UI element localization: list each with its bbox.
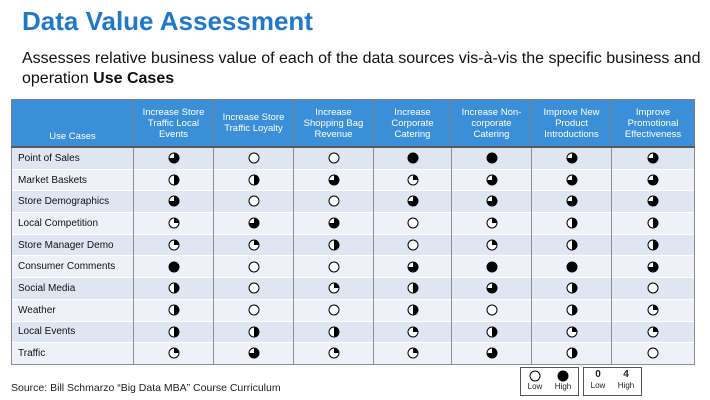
legend-low-label: Low (527, 382, 543, 391)
table-body (12, 147, 695, 364)
value-cell (374, 213, 452, 235)
half-circle-icon (168, 282, 180, 294)
table-row (12, 234, 695, 256)
full-circle-icon (566, 261, 578, 273)
value-cell (294, 343, 374, 365)
table-row (12, 278, 695, 300)
source-note: Source: Bill Schmarzo “Big Data MBA” Course Curriculum (11, 382, 281, 394)
value-cell (134, 278, 214, 300)
half-circle-icon (407, 282, 419, 294)
empty-circle-icon (328, 152, 340, 164)
value-cell (452, 147, 532, 169)
value-cell (214, 147, 294, 169)
value-cell (532, 256, 612, 278)
three-quarter-circle-icon (647, 174, 659, 186)
half-circle-icon (566, 217, 578, 229)
table-row (12, 147, 695, 169)
column-header: Improve New Product Introductions (532, 100, 612, 148)
quarter-circle-icon (407, 347, 419, 359)
table-row (12, 213, 695, 235)
quarter-circle-icon (647, 304, 659, 316)
table-row (12, 256, 695, 278)
quarter-circle-icon (248, 239, 260, 251)
value-cell (374, 256, 452, 278)
empty-circle-icon (328, 261, 340, 273)
quarter-circle-icon (566, 326, 578, 338)
legend-scale-low-label: Low (590, 381, 606, 390)
full-circle-icon (557, 370, 569, 382)
value-cell (294, 278, 374, 300)
three-quarter-circle-icon (248, 217, 260, 229)
half-circle-icon (328, 239, 340, 251)
value-cell (294, 299, 374, 321)
legend-scale-high-label: High (617, 381, 635, 390)
row-label: Store Manager Demo (12, 234, 134, 256)
empty-circle-icon (407, 217, 419, 229)
value-cell (532, 278, 612, 300)
row-label: Traffic (12, 343, 134, 365)
value-cell (612, 299, 695, 321)
value-cell (532, 169, 612, 191)
table-row (12, 191, 695, 213)
row-label: Local Competition (12, 213, 134, 235)
three-quarter-circle-icon (566, 152, 578, 164)
empty-circle-icon (647, 347, 659, 359)
column-header: Increase Store Traffic Local Events (134, 100, 214, 148)
quarter-circle-icon (486, 217, 498, 229)
full-circle-icon (407, 152, 419, 164)
value-cell (374, 321, 452, 343)
row-label: Social Media (12, 278, 134, 300)
subtitle-emphasis: Use Cases (93, 70, 175, 87)
table-row (12, 169, 695, 191)
three-quarter-circle-icon (647, 152, 659, 164)
value-cell (214, 256, 294, 278)
empty-circle-icon (407, 239, 419, 251)
value-cell (452, 213, 532, 235)
three-quarter-circle-icon (168, 152, 180, 164)
three-quarter-circle-icon (328, 217, 340, 229)
value-cell (532, 191, 612, 213)
half-circle-icon (486, 326, 498, 338)
value-cell (214, 299, 294, 321)
three-quarter-circle-icon (486, 282, 498, 294)
half-circle-icon (566, 304, 578, 316)
empty-circle-icon (248, 304, 260, 316)
value-cell (532, 213, 612, 235)
value-cell (612, 213, 695, 235)
value-cell (134, 169, 214, 191)
empty-circle-icon (328, 304, 340, 316)
value-cell (214, 191, 294, 213)
half-circle-icon (566, 347, 578, 359)
three-quarter-circle-icon (486, 347, 498, 359)
three-quarter-circle-icon (407, 261, 419, 273)
value-cell (134, 234, 214, 256)
value-cell (374, 234, 452, 256)
value-cell (374, 191, 452, 213)
value-cell (532, 234, 612, 256)
column-header: Improve Promotional Effectiveness (612, 100, 695, 148)
value-cell (612, 147, 695, 169)
three-quarter-circle-icon (486, 174, 498, 186)
three-quarter-circle-icon (566, 174, 578, 186)
legend-scale-low-item (587, 369, 609, 390)
subtitle-text: Assesses relative business value of each of the data sources vis-à-vis the specific business and operation (22, 50, 701, 87)
value-cell (452, 191, 532, 213)
empty-circle-icon (529, 370, 541, 382)
value-cell (294, 234, 374, 256)
three-quarter-circle-icon (486, 195, 498, 207)
half-circle-icon (168, 304, 180, 316)
half-circle-icon (566, 282, 578, 294)
half-circle-icon (647, 239, 659, 251)
full-circle-icon (168, 261, 180, 273)
legend-min-value: 0 (595, 369, 601, 380)
column-header: Increase Shopping Bag Revenue (294, 100, 374, 148)
half-circle-icon (328, 326, 340, 338)
value-cell (612, 191, 695, 213)
value-cell (294, 147, 374, 169)
half-circle-icon (168, 174, 180, 186)
three-quarter-circle-icon (168, 195, 180, 207)
three-quarter-circle-icon (566, 195, 578, 207)
quarter-circle-icon (168, 217, 180, 229)
half-circle-icon (566, 239, 578, 251)
legend-scale-high-item (614, 369, 638, 390)
value-cell (612, 321, 695, 343)
three-quarter-circle-icon (407, 195, 419, 207)
value-cell (214, 343, 294, 365)
page-title: Data Value Assessment (22, 6, 313, 36)
legend-high-label: High (554, 382, 572, 391)
table-row (12, 343, 695, 365)
value-cell (214, 169, 294, 191)
value-cell (532, 147, 612, 169)
empty-circle-icon (328, 195, 340, 207)
value-cell (294, 169, 374, 191)
table-row (12, 321, 695, 343)
row-label: Point of Sales (12, 147, 134, 169)
quarter-circle-icon (328, 347, 340, 359)
value-cell (532, 343, 612, 365)
value-cell (214, 213, 294, 235)
value-cell (452, 234, 532, 256)
row-label: Store Demographics (12, 191, 134, 213)
full-circle-icon (486, 261, 498, 273)
legend-high-item (551, 370, 575, 391)
empty-circle-icon (248, 282, 260, 294)
three-quarter-circle-icon (248, 347, 260, 359)
full-circle-icon (486, 152, 498, 164)
value-cell (214, 278, 294, 300)
value-cell (612, 256, 695, 278)
empty-circle-icon (486, 304, 498, 316)
quarter-circle-icon (407, 174, 419, 186)
value-cell (452, 343, 532, 365)
legend-max-value: 4 (623, 369, 629, 380)
three-quarter-circle-icon (647, 261, 659, 273)
three-quarter-circle-icon (328, 174, 340, 186)
value-cell (452, 299, 532, 321)
assessment-table (11, 99, 695, 365)
value-cell (214, 321, 294, 343)
empty-circle-icon (248, 261, 260, 273)
value-cell (134, 321, 214, 343)
row-label: Local Events (12, 321, 134, 343)
half-circle-icon (248, 326, 260, 338)
value-cell (612, 234, 695, 256)
value-cell (134, 213, 214, 235)
value-cell (452, 256, 532, 278)
value-cell (452, 321, 532, 343)
value-cell (134, 343, 214, 365)
value-cell (374, 278, 452, 300)
value-cell (294, 213, 374, 235)
half-circle-icon (647, 217, 659, 229)
quarter-circle-icon (168, 239, 180, 251)
half-circle-icon (248, 174, 260, 186)
value-cell (452, 169, 532, 191)
row-label: Weather (12, 299, 134, 321)
three-quarter-circle-icon (647, 195, 659, 207)
value-cell (452, 278, 532, 300)
value-cell (532, 321, 612, 343)
table-row (12, 299, 695, 321)
table-header-row (12, 100, 695, 148)
quarter-circle-icon (168, 347, 180, 359)
value-cell (374, 169, 452, 191)
column-header: Increase Corporate Catering (374, 100, 452, 148)
row-header-use-cases: Use Cases (12, 100, 134, 148)
quarter-circle-icon (486, 239, 498, 251)
value-cell (134, 256, 214, 278)
quarter-circle-icon (328, 282, 340, 294)
value-cell (612, 169, 695, 191)
value-cell (612, 278, 695, 300)
value-cell (134, 299, 214, 321)
row-label: Market Baskets (12, 169, 134, 191)
value-cell (294, 256, 374, 278)
half-circle-icon (168, 326, 180, 338)
quarter-circle-icon (407, 326, 419, 338)
empty-circle-icon (647, 282, 659, 294)
quarter-circle-icon (647, 326, 659, 338)
value-cell (374, 343, 452, 365)
value-cell (374, 299, 452, 321)
value-cell (612, 343, 695, 365)
column-header: Increase Non-corporate Catering (452, 100, 532, 148)
empty-circle-icon (248, 152, 260, 164)
value-cell (134, 191, 214, 213)
value-cell (532, 299, 612, 321)
value-cell (294, 321, 374, 343)
empty-circle-icon (248, 195, 260, 207)
value-cell (214, 234, 294, 256)
row-label: Consumer Comments (12, 256, 134, 278)
legend-low-item (524, 370, 546, 391)
page-subtitle (22, 49, 702, 89)
value-cell (294, 191, 374, 213)
half-circle-icon (407, 304, 419, 316)
column-header: Increase Store Traffic Loyalty (214, 100, 294, 148)
legend-harvey-balls (520, 367, 579, 396)
value-cell (374, 147, 452, 169)
value-cell (134, 147, 214, 169)
legend-scale (583, 367, 642, 396)
